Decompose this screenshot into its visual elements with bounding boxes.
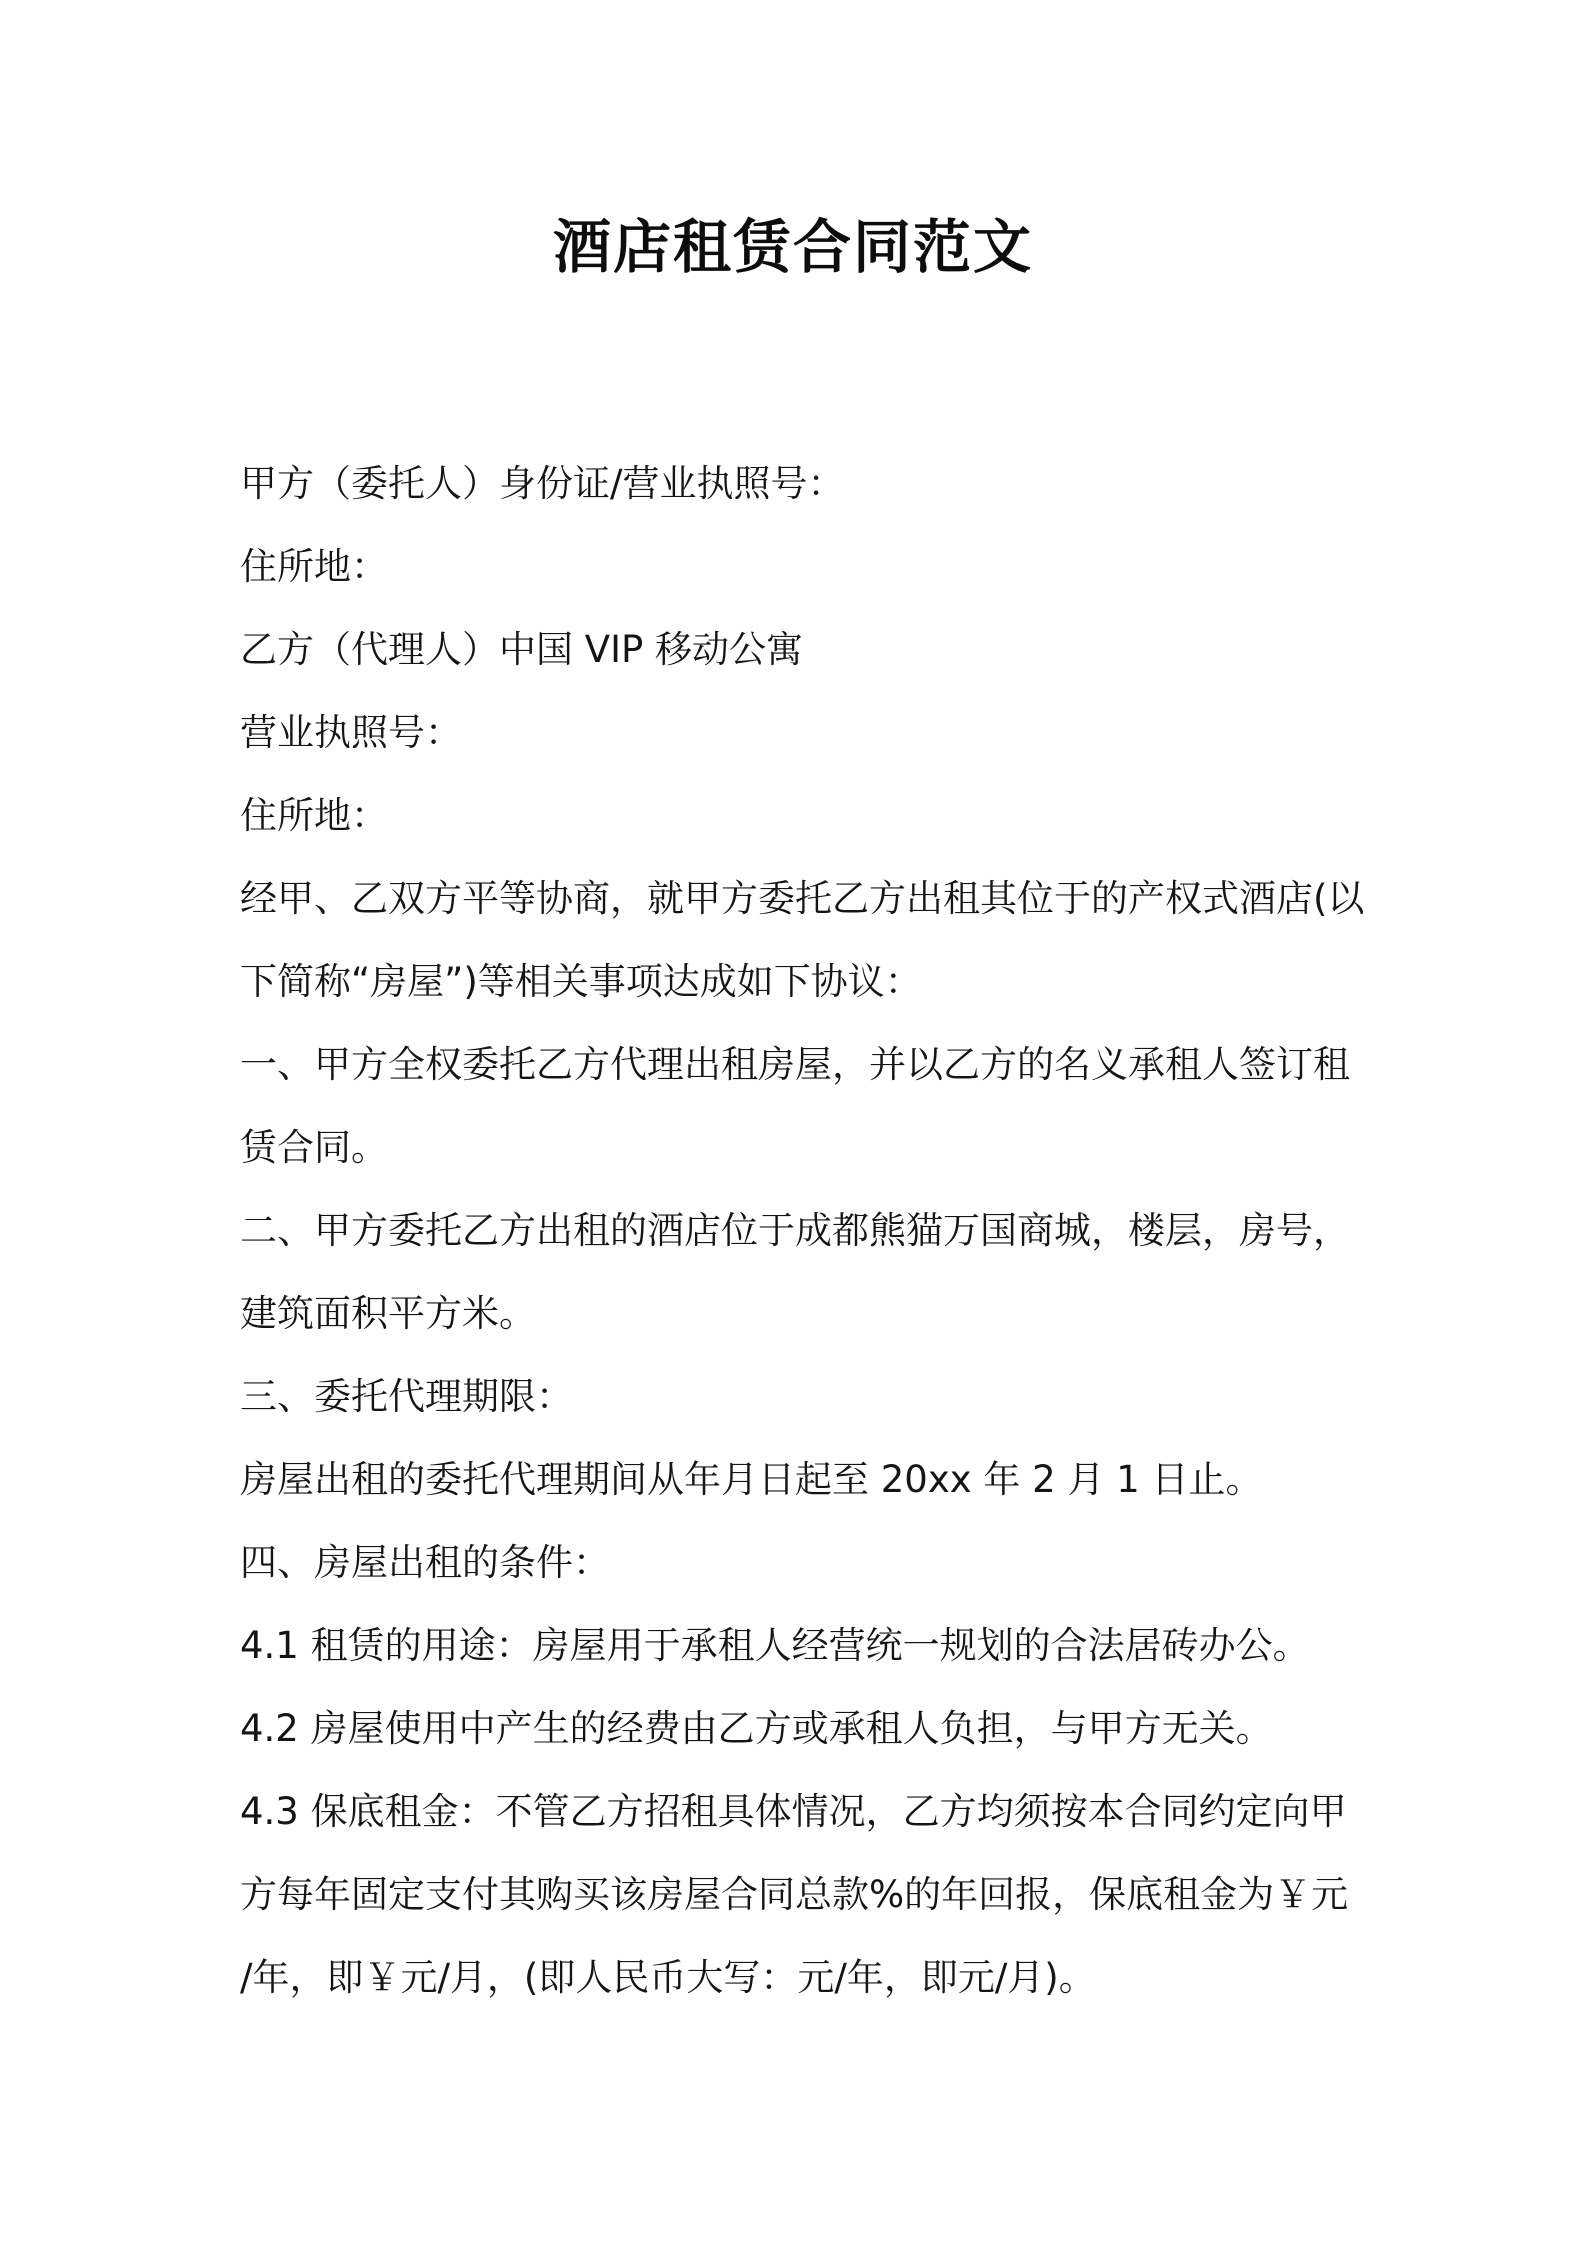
party-a-address-line: 住所地： [240, 545, 388, 588]
clause-4-3-line-2: 方每年固定支付其购买该房屋合同总款%的年回报，保底租金为￥元 [240, 1873, 1349, 1916]
clause-1-line-2: 赁合同。 [240, 1126, 388, 1169]
clause-2-line-2: 建筑面积平方米。 [240, 1292, 536, 1335]
party-b-license-line: 营业执照号： [240, 711, 462, 754]
party-b-name-line: 乙方（代理人）中国 VIP 移动公寓 [240, 628, 804, 671]
party-b-address-line: 住所地： [240, 794, 388, 837]
clause-4-heading: 四、房屋出租的条件： [240, 1541, 610, 1584]
clause-2-line-1: 二、甲方委托乙方出租的酒店位于成都熊猫万国商城，楼层，房号， [240, 1209, 1350, 1252]
clause-4-1: 4.1 租赁的用途：房屋用于承租人经营统一规划的合法居砖办公。 [240, 1624, 1310, 1667]
clause-1-line-1: 一、甲方全权委托乙方代理出租房屋，并以乙方的名义承租人签订租 [240, 1043, 1350, 1086]
clause-4-3-line-3: /年，即￥元/月，(即人民币大写：元/年，即元/月)。 [240, 1956, 1096, 1999]
document-body [240, 442, 1365, 2019]
preamble-line-2: 下简称“房屋”)等相关事项达成如下协议： [240, 960, 922, 1003]
preamble-line-1: 经甲、乙双方平等协商，就甲方委托乙方出租其位于的产权式酒店(以 [240, 877, 1365, 920]
clause-4-3-line-1: 4.3 保底租金：不管乙方招租具体情况，乙方均须按本合同约定向甲 [240, 1790, 1347, 1833]
document-title: 酒店租赁合同范文 [552, 213, 1033, 281]
clause-3-period: 房屋出租的委托代理期间从年月日起至 20xx 年 2 月 1 日止。 [240, 1458, 1263, 1501]
clause-3-heading: 三、委托代理期限： [240, 1375, 573, 1418]
party-a-id-line: 甲方（委托人）身份证/营业执照号： [240, 462, 845, 505]
clause-4-2: 4.2 房屋使用中产生的经费由乙方或承租人负担，与甲方无关。 [240, 1707, 1273, 1750]
